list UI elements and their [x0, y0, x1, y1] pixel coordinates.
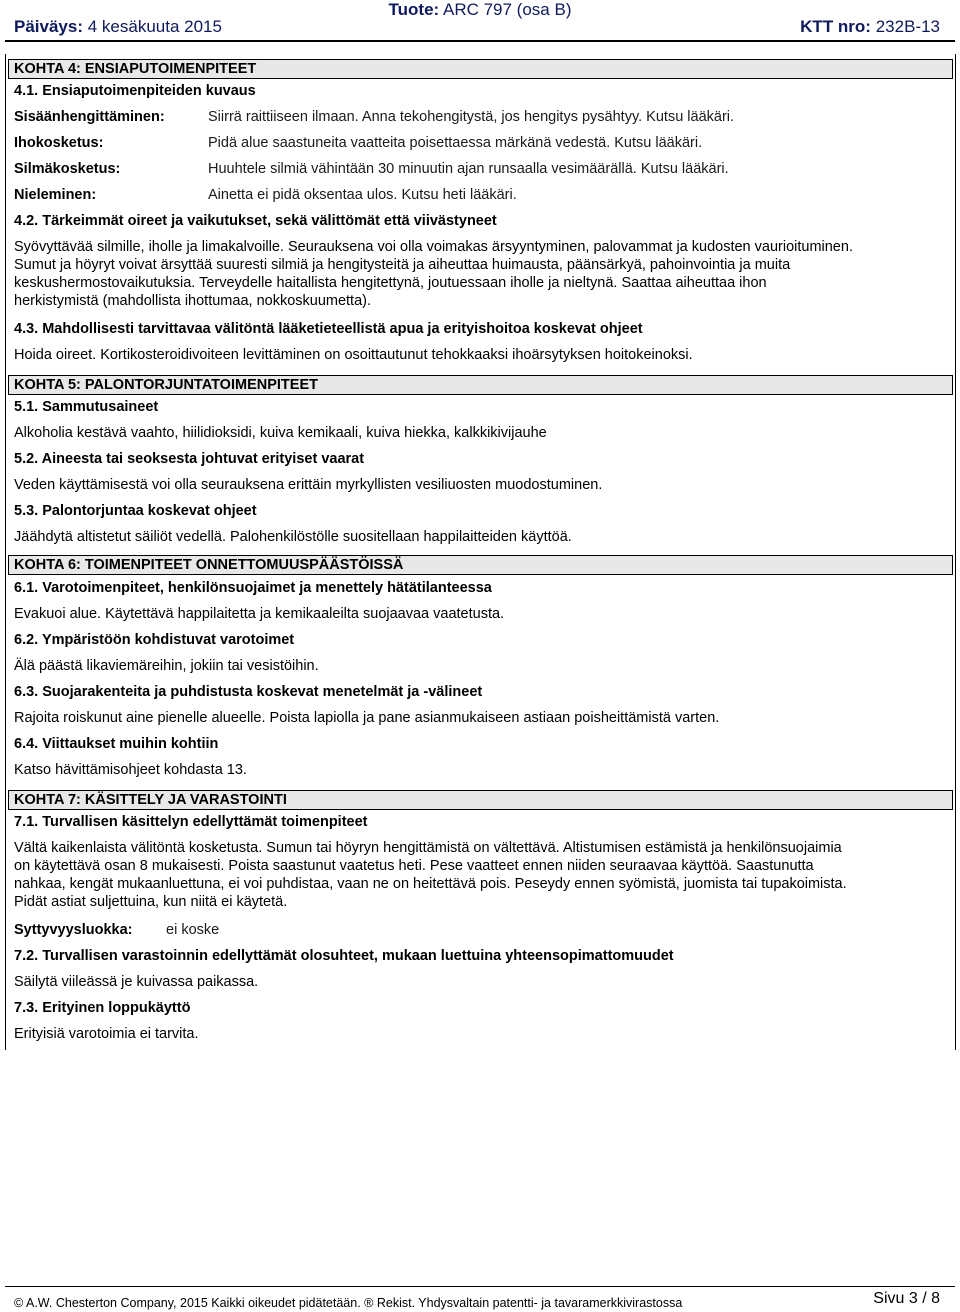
section-7-heading: KOHTA 7: KÄSITTELY JA VARASTOINTI — [8, 790, 953, 810]
environmental-precautions-text: Älä päästä likaviemäreihin, jokiin tai vesistöihin. — [14, 658, 319, 674]
date-label: Päiväys: — [14, 17, 83, 36]
date-value: 4 kesäkuuta 2015 — [87, 17, 222, 36]
containment-text: Rajoita roiskunut aine pienelle alueelle. Poista lapiolla ja pane asianmukaiseen astiaan poisheittämistä varten. — [14, 710, 720, 726]
subsection-7-3-title: 7.3. Erityinen loppukäyttö — [14, 1000, 191, 1016]
section-6-heading: KOHTA 6: TOIMENPITEET ONNETTOMUUSPÄÄSTÖISSÄ — [8, 555, 953, 575]
storage-text: Säilytä viileässä je kuivassa paikassa. — [14, 974, 259, 990]
symptoms-line: keskushermostovaikutuksia. Terveydelle haitallista hengitettynä, joutuessaan iholle ja nieltynä. Saattaa aiheuttaa ihon — [14, 275, 767, 291]
flammability-value: ei koske — [166, 922, 220, 938]
copyright-text: © A.W. Chesterton Company, 2015 Kaikki oikeudet pidätetään. ® Rekist. Yhdysvaltain patentti- ja tavaramerkkivirastossa — [14, 1296, 683, 1310]
handling-line: Vältä kaikenlaista välitöntä kosketusta. Sumun tai höyryn hengittämistä on vältettävä. Altistumisen estämistä ja henkilönsuojaimia — [14, 840, 842, 856]
page-number: Sivu 3 / 8 — [873, 1290, 940, 1307]
subsection-4-2-title: 4.2. Tärkeimmät oireet ja vaikutukset, sekä välittömät että viivästyneet — [14, 213, 497, 229]
document-header — [0, 0, 960, 42]
header-divider — [5, 40, 955, 42]
subsection-7-1-title: 7.1. Turvallisen käsittelyn edellyttämät toimenpiteet — [14, 814, 368, 830]
subsection-4-3-title: 4.3. Mahdollisesti tarvittavaa välitöntä lääketieteellistä apua ja erityishoitoa koskevat ohjeet — [14, 321, 643, 337]
extinguishing-media-text: Alkoholia kestävä vaahto, hiilidioksidi, kuiva kemikaali, kuiva hiekka, kalkkikivijauhe — [14, 425, 547, 441]
product-value: ARC 797 (osa B) — [442, 0, 572, 19]
medical-attention-text: Hoida oireet. Kortikosteroidivoiteen levittäminen on osoittautunut tehokkaaksi ihoärsytyksen hoitokeinoksi. — [14, 347, 693, 363]
symptoms-line: herkistymistä (mahdollista ihottumaa, nokkoskuumetta). — [14, 293, 372, 309]
eye-contact-label: Silmäkosketus: — [14, 161, 121, 177]
personal-precautions-text: Evakuoi alue. Käytettävä happilaitetta ja kemikaaleilta suojaavaa vaatetusta. — [14, 606, 505, 622]
flammability-label: Syttyvyysluokka: — [14, 922, 133, 938]
subsection-6-4-title: 6.4. Viittaukset muihin kohtiin — [14, 736, 219, 752]
firefighting-advice-text: Jäähdytä altistetut säiliöt vedellä. Palohenkilöstölle suositellaan happilaitteiden käyttöä. — [14, 529, 572, 545]
handling-line: on käytettävä osan 8 mukaisesti. Poista saastunut vaatetus heti. Pese vaatteet ennen niiden seuraavaa käyttöä. Saastunutta — [14, 858, 814, 874]
symptoms-line: Sumut ja höyryt voivat ärsyttää suuresti silmiä ja hengitysteitä ja aiheuttaa huimausta, päänsärkyä, pahoinvointia ja muita — [14, 257, 791, 273]
subsection-7-2-title: 7.2. Turvallisen varastoinnin edellyttämät olosuhteet, mukaan luettuina yhteensopimattomuudet — [14, 948, 674, 964]
handling-line: nahkaa, kengät mukaanluettuna, ei voi puhdistaa, vaan ne on heitettävä pois. Peseydy ennen syömistä, juomista tai tupakoimista. — [14, 876, 847, 892]
document-footer — [14, 1290, 940, 1310]
ktt-number — [800, 18, 940, 36]
subsection-6-1-title: 6.1. Varotoimenpiteet, henkilönsuojaimet ja menettely hätätilanteessa — [14, 580, 492, 596]
end-use-text: Erityisiä varotoimia ei tarvita. — [14, 1026, 199, 1042]
subsection-4-1-title: 4.1. Ensiaputoimenpiteiden kuvaus — [14, 83, 256, 99]
subsection-5-3-title: 5.3. Palontorjuntaa koskevat ohjeet — [14, 503, 257, 519]
special-hazards-text: Veden käyttämisestä voi olla seurauksena erittäin myrkyllisten vesiliuosten muodostuminen. — [14, 477, 603, 493]
skin-contact-label: Ihokosketus: — [14, 135, 104, 151]
handling-line: Pidät astiat suljettuina, kun niitä ei käytetä. — [14, 894, 288, 910]
ktt-value: 232B-13 — [875, 17, 940, 36]
references-text: Katso hävittämisohjeet kohdasta 13. — [14, 762, 247, 778]
footer-divider — [5, 1286, 955, 1287]
product-label: Tuote: — [388, 0, 440, 19]
inhalation-label: Sisäänhengittäminen: — [14, 109, 165, 125]
section-5-heading: KOHTA 5: PALONTORJUNTATOIMENPITEET — [8, 375, 953, 395]
ktt-label: KTT nro: — [800, 17, 871, 36]
date — [14, 18, 222, 36]
ingestion-value: Ainetta ei pidä oksentaa ulos. Kutsu heti lääkäri. — [208, 187, 517, 203]
subsection-6-3-title: 6.3. Suojarakenteita ja puhdistusta koskevat menetelmät ja -välineet — [14, 684, 483, 700]
subsection-5-2-title: 5.2. Aineesta tai seoksesta johtuvat erityiset vaarat — [14, 451, 365, 467]
document-body — [5, 54, 956, 1050]
header-row — [14, 18, 940, 40]
ingestion-label: Nieleminen: — [14, 187, 97, 203]
skin-contact-value: Pidä alue saastuneita vaatteita poisettaessa märkänä vedestä. Kutsu lääkäri. — [208, 135, 703, 151]
subsection-6-2-title: 6.2. Ympäristöön kohdistuvat varotoimet — [14, 632, 295, 648]
symptoms-line: Syövyttävää silmille, iholle ja limakalvoille. Seurauksena voi olla voimakas ärsyyntyminen, palovammat ja kudosten vaurioituminen. — [14, 239, 853, 255]
inhalation-value: Siirrä raittiiseen ilmaan. Anna tekohengitystä, jos hengitys pysähtyy. Kutsu lääkäri. — [208, 109, 735, 125]
subsection-5-1-title: 5.1. Sammutusaineet — [14, 399, 159, 415]
section-4-heading: KOHTA 4: ENSIAPUTOIMENPITEET — [8, 59, 953, 79]
eye-contact-value: Huuhtele silmiä vähintään 30 minuutin ajan runsaalla vesimäärällä. Kutsu lääkäri. — [208, 161, 729, 177]
